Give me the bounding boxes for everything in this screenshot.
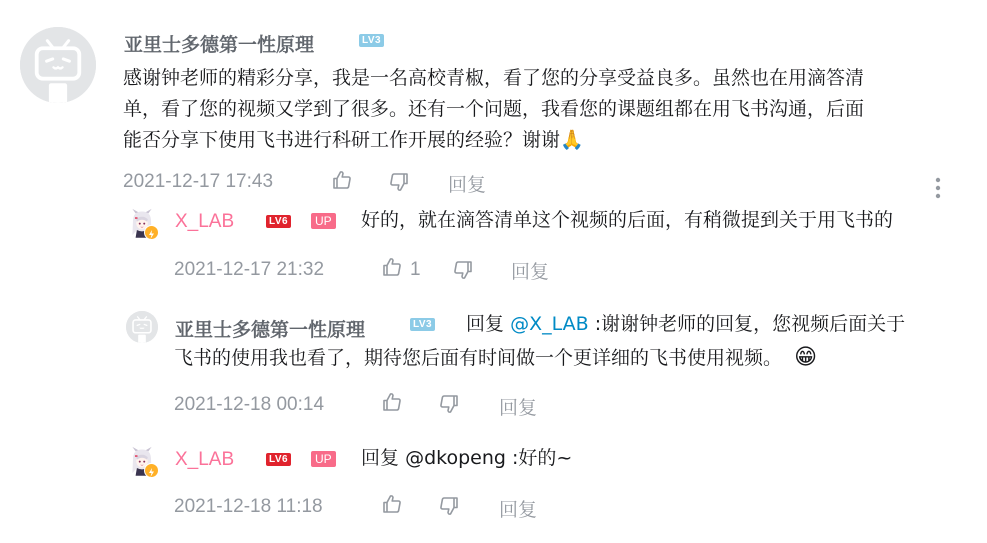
reply-username[interactable]: X_LAB [175, 211, 235, 232]
thumbs-up-icon[interactable] [380, 255, 404, 279]
like-count: 1 [410, 259, 421, 280]
lightning-badge-icon [144, 225, 159, 240]
reply-username[interactable]: 亚里士多德第一性原理 [175, 319, 366, 341]
thumbs-down-icon[interactable] [437, 494, 461, 518]
comment-text [123, 63, 963, 156]
avatar[interactable] [126, 311, 158, 343]
reply-button[interactable]: 回复 [448, 174, 487, 196]
level-badge: LV3 [359, 34, 384, 47]
up-badge: UP [311, 451, 336, 467]
thumbs-down-icon[interactable] [451, 258, 475, 282]
reply-text: 好的，就在滴答清单这个视频的后面，有稍微提到关于用飞书的 [361, 209, 894, 231]
comment-line: 能否分享下使用飞书进行科研工作开展的经验？谢谢🙏 [123, 129, 584, 151]
reply-button[interactable]: 回复 [499, 397, 538, 419]
reply-button[interactable]: 回复 [499, 499, 538, 521]
level-badge: LV3 [410, 318, 435, 331]
reply-username[interactable]: X_LAB [175, 449, 235, 470]
reply-text-line2 [174, 342, 817, 374]
comment-line: 单，看了您的视频又学到了很多。还有一个问题，我看您的课题组都在用飞书沟通，后面 [123, 98, 865, 120]
thumbs-up-icon[interactable] [330, 168, 354, 192]
avatar[interactable] [126, 445, 158, 477]
reply-text-line1: :谢谢钟老师的回复，您视频后面关于 [594, 313, 906, 335]
more-vertical-icon[interactable] [932, 176, 944, 202]
up-badge: UP [311, 213, 336, 229]
thumbs-up-icon[interactable] [380, 492, 404, 516]
reply-prefix: 回复 [361, 447, 400, 469]
reply-button[interactable]: 回复 [511, 261, 550, 283]
mention-link[interactable]: @dkopeng [405, 447, 506, 469]
level-badge: LV6 [266, 215, 291, 228]
reply-body: :好的~ [511, 447, 573, 469]
reply-timestamp: 2021-12-18 00:14 [174, 394, 325, 415]
comment-timestamp: 2021-12-17 17:43 [123, 171, 274, 192]
thumbs-down-icon[interactable] [437, 392, 461, 416]
lightning-badge-icon [144, 463, 159, 478]
grin-emoji-icon: 😁 [794, 345, 817, 370]
reply-text [466, 309, 905, 340]
reply-prefix: 回复 [466, 313, 505, 335]
reply-text [361, 443, 572, 474]
comment-username[interactable]: 亚里士多德第一性原理 [124, 34, 315, 56]
comment-line: 感谢钟老师的精彩分享，我是一名高校青椒，看了您的分享受益良多。虽然也在用滴答清 [123, 67, 865, 89]
reply-text-cont: 飞书的使用我也看了，期待您后面有时间做一个更详细的飞书使用视频。 [174, 347, 783, 369]
thumbs-up-icon[interactable] [380, 390, 404, 414]
mention-link[interactable]: @X_LAB [510, 313, 589, 335]
avatar[interactable] [126, 207, 158, 239]
reply-timestamp: 2021-12-18 11:18 [174, 496, 323, 517]
reply-timestamp: 2021-12-17 21:32 [174, 259, 325, 280]
level-badge: LV6 [266, 453, 291, 466]
thumbs-down-icon[interactable] [387, 170, 411, 194]
avatar[interactable] [20, 27, 96, 103]
